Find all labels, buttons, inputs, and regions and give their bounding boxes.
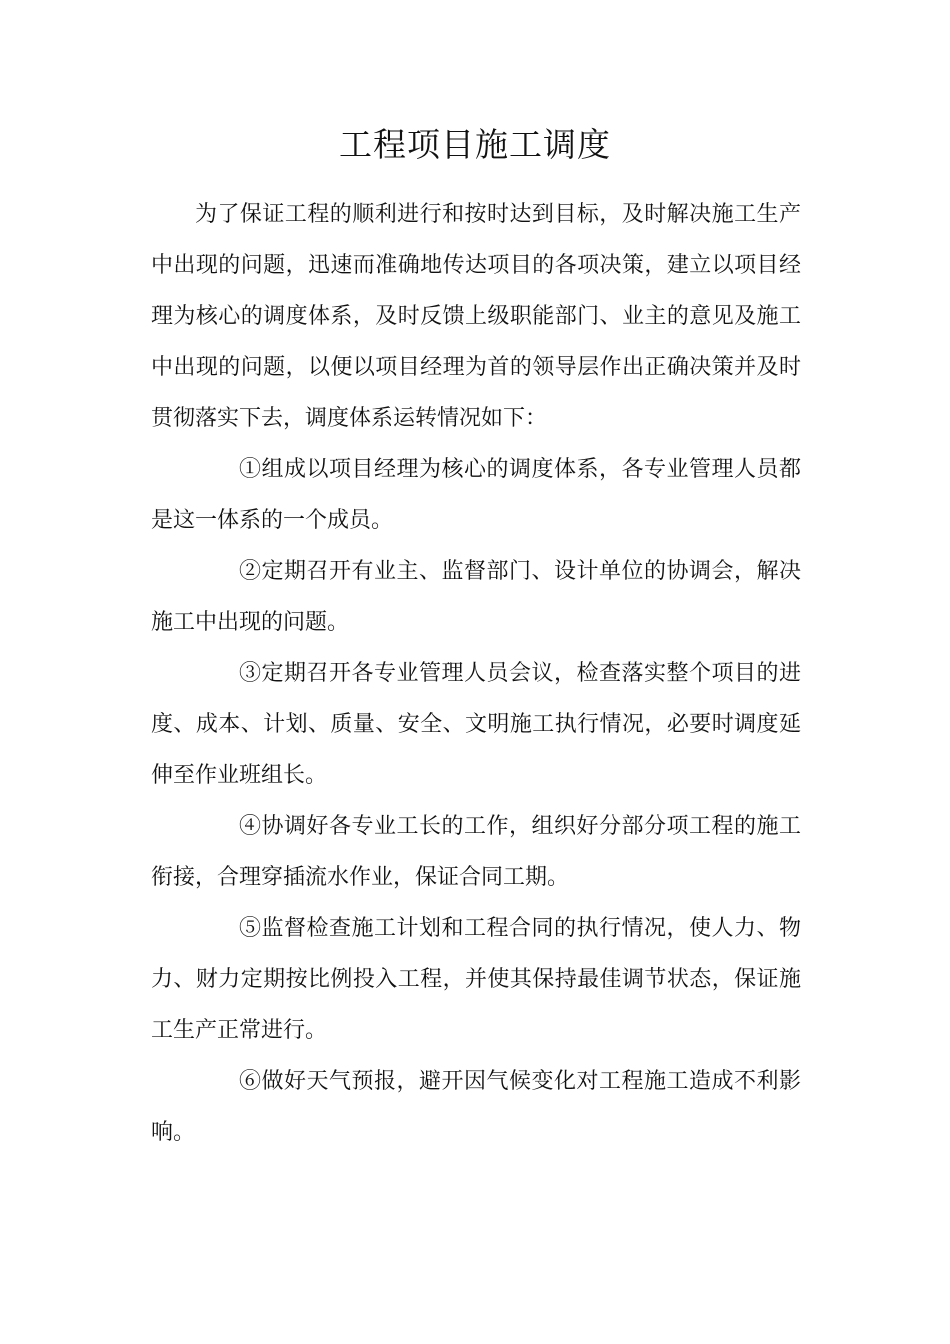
list-item-6: ⑥做好天气预报，避开因气候变化对工程施工造成不利影响。 [151, 1069, 801, 1145]
document-body [151, 189, 801, 1158]
list-item-3: ③定期召开各专业管理人员会议，检查落实整个项目的进度、成本、计划、质量、安全、文明施工执行情况，必要时调度延伸至作业班组长。 [151, 661, 801, 788]
list-item-1: ①组成以项目经理为核心的调度体系，各专业管理人员都是这一体系的一个成员。 [151, 457, 801, 533]
list-item-5: ⑤监督检查施工计划和工程合同的执行情况，使人力、物力、财力定期按比例投入工程，并使其保持最佳调节状态，保证施工生产正常进行。 [151, 916, 801, 1043]
list-item-4: ④协调好各专业工长的工作，组织好分部分项工程的施工衔接，合理穿插流水作业，保证合同工期。 [151, 814, 801, 890]
document-title: 工程项目施工调度 [339, 125, 611, 164]
intro-paragraph: 为了保证工程的顺利进行和按时达到目标，及时解决施工生产中出现的问题，迅速而准确地传达项目的各项决策，建立以项目经理为核心的调度体系，及时反馈上级职能部门、业主的意见及施工中出现的问题，以便以项目经理为首的领导层作出正确决策并及时贯彻落实下去，调度体系运转情况如下： [151, 202, 801, 431]
list-item-2: ②定期召开有业主、监督部门、设计单位的协调会，解决施工中出现的问题。 [151, 559, 801, 635]
